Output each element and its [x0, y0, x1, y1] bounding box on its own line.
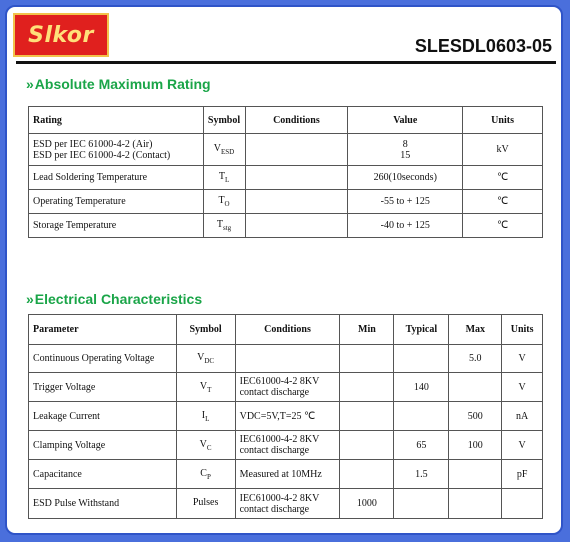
- units-cell: [502, 489, 543, 519]
- conditions-cell: [245, 190, 348, 214]
- conditions-cell: Measured at 10MHz: [235, 460, 340, 489]
- part-number: SLESDL0603-05: [414, 36, 552, 56]
- parameter-cell: ESD Pulse Withstand: [29, 489, 177, 519]
- col-header: Rating: [29, 107, 204, 134]
- logo-text: Slkor: [28, 22, 94, 48]
- col-header: Value: [348, 107, 463, 134]
- col-header: Typical: [394, 315, 449, 345]
- units-cell: ℃: [463, 214, 543, 238]
- table-row: [29, 214, 543, 238]
- rating-cell: Storage Temperature: [29, 214, 204, 238]
- conditions-cell: IEC61000-4-2 8KV contact discharge: [235, 373, 340, 402]
- max-cell: 500: [449, 402, 502, 431]
- conditions-cell: IEC61000-4-2 8KV contact discharge: [235, 489, 340, 519]
- table-row: [29, 166, 543, 190]
- abs-max-table: [28, 106, 543, 238]
- conditions-cell: VDC=5V,T=25 ℃: [235, 402, 340, 431]
- conditions-cell: [235, 345, 340, 373]
- min-cell: [340, 431, 394, 460]
- min-cell: [340, 460, 394, 489]
- table-row: [29, 402, 543, 431]
- rating-cell: Lead Soldering Temperature: [29, 166, 204, 190]
- col-header: Symbol: [203, 107, 245, 134]
- elec-section-title: »Electrical Characteristics: [26, 291, 203, 307]
- elec-table: [28, 314, 543, 519]
- parameter-cell: Capacitance: [29, 460, 177, 489]
- section-mark-icon: »: [26, 291, 34, 307]
- table-row: [29, 345, 543, 373]
- symbol-cell: $C_P$: [176, 460, 235, 489]
- parameter-cell: Leakage Current: [29, 402, 177, 431]
- symbol-cell: $I_L$: [176, 402, 235, 431]
- col-header: Conditions: [235, 315, 340, 345]
- min-cell: [340, 373, 394, 402]
- typical-cell: 1.5: [394, 460, 449, 489]
- units-cell: ℃: [463, 166, 543, 190]
- conditions-cell: [245, 214, 348, 238]
- units-cell: V: [502, 345, 543, 373]
- units-cell: V: [502, 373, 543, 402]
- max-cell: 5.0: [449, 345, 502, 373]
- col-header: Units: [502, 315, 543, 345]
- table-row: [29, 460, 543, 489]
- symbol-cell: $V_C$: [176, 431, 235, 460]
- max-cell: [449, 373, 502, 402]
- symbol-cell: $V_{DC}$: [176, 345, 235, 373]
- symbol-cell: $V_T$: [176, 373, 235, 402]
- rating-cell: Operating Temperature: [29, 190, 204, 214]
- brand-logo: [13, 13, 109, 57]
- units-cell: nA: [502, 402, 543, 431]
- symbol-cell: $V_{ESD}$: [203, 134, 245, 166]
- col-header: Min: [340, 315, 394, 345]
- min-cell: [340, 345, 394, 373]
- col-header: Parameter: [29, 315, 177, 345]
- symbol-cell: Pulses: [176, 489, 235, 519]
- units-cell: ℃: [463, 190, 543, 214]
- typical-cell: [394, 345, 449, 373]
- symbol-cell: $T_{stg}$: [203, 214, 245, 238]
- header-divider: [16, 61, 556, 64]
- value-cell: -40 to + 125: [348, 214, 463, 238]
- parameter-cell: Trigger Voltage: [29, 373, 177, 402]
- max-cell: [449, 489, 502, 519]
- conditions-cell: [245, 166, 348, 190]
- section-mark-icon: »: [26, 76, 34, 92]
- col-header: Max: [449, 315, 502, 345]
- symbol-cell: $T_L$: [203, 166, 245, 190]
- max-cell: 100: [449, 431, 502, 460]
- table-row: [29, 431, 543, 460]
- symbol-cell: $T_O$: [203, 190, 245, 214]
- table-row: [29, 489, 543, 519]
- typical-cell: [394, 489, 449, 519]
- typical-cell: 65: [394, 431, 449, 460]
- table-row: [29, 373, 543, 402]
- table-header-row: [29, 107, 543, 134]
- min-cell: 1000: [340, 489, 394, 519]
- value-cell: 260(10seconds): [348, 166, 463, 190]
- col-header: Conditions: [245, 107, 348, 134]
- parameter-cell: Continuous Operating Voltage: [29, 345, 177, 373]
- rating-cell: ESD per IEC 61000-4-2 (Air) ESD per IEC 61000-4-2 (Contact): [29, 134, 204, 166]
- typical-cell: 140: [394, 373, 449, 402]
- parameter-cell: Clamping Voltage: [29, 431, 177, 460]
- col-header: Units: [463, 107, 543, 134]
- table-row: [29, 134, 543, 166]
- value-cell: 8 15: [348, 134, 463, 166]
- units-cell: V: [502, 431, 543, 460]
- typical-cell: [394, 402, 449, 431]
- units-cell: pF: [502, 460, 543, 489]
- min-cell: [340, 402, 394, 431]
- table-header-row: [29, 315, 543, 345]
- conditions-cell: IEC61000-4-2 8KV contact discharge: [235, 431, 340, 460]
- col-header: Symbol: [176, 315, 235, 345]
- units-cell: kV: [463, 134, 543, 166]
- value-cell: -55 to + 125: [348, 190, 463, 214]
- max-cell: [449, 460, 502, 489]
- conditions-cell: [245, 134, 348, 166]
- table-row: [29, 190, 543, 214]
- abs-max-section-title: »Absolute Maximum Rating: [26, 76, 211, 92]
